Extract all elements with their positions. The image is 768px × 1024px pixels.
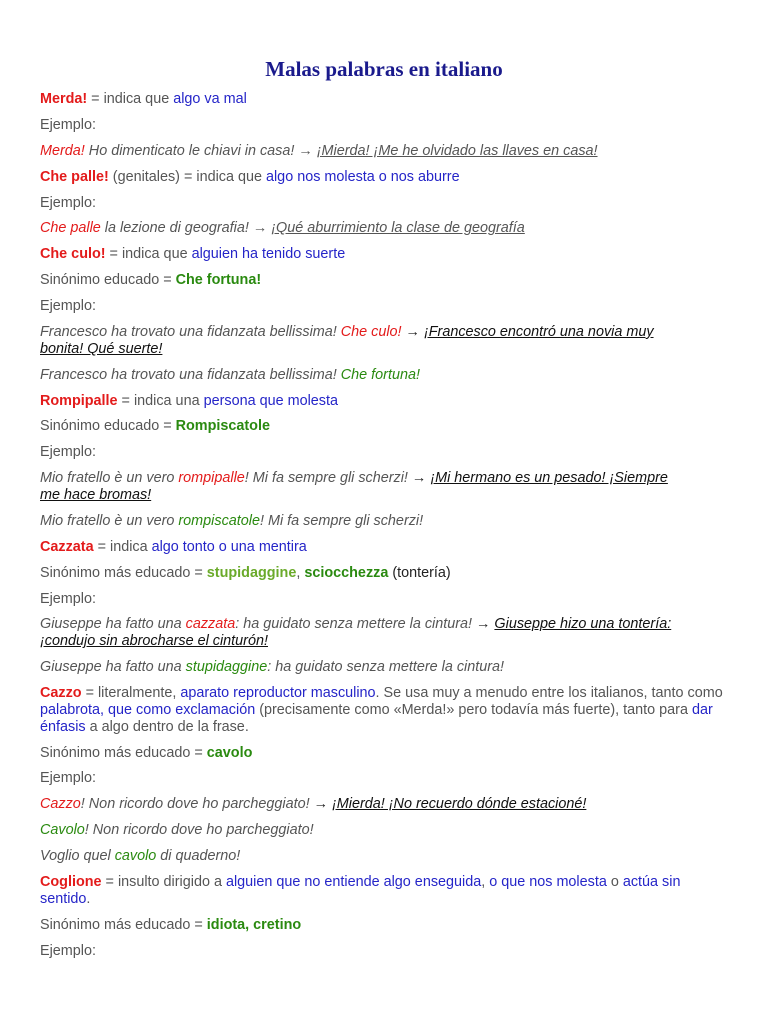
example-text: Giuseppe ha fatto una <box>40 616 186 632</box>
translation-cont: me hace bromas! <box>40 487 152 503</box>
arrow-icon: → <box>294 143 317 159</box>
example-label: Ejemplo: <box>40 117 96 133</box>
example-term: rompipalle <box>178 470 245 486</box>
example-text: Mio fratello è un vero <box>40 470 179 486</box>
synonym-label: Sinónimo más educado = <box>40 917 207 933</box>
term-che-palle: Che palle! <box>40 169 109 185</box>
term-che-culo: Che culo! <box>40 246 106 262</box>
example-term: rompiscatole <box>178 513 260 529</box>
example-text: la lezione di geografia! <box>100 220 249 236</box>
definition-equals: = indica una <box>117 393 204 409</box>
example-che-palle <box>40 220 728 237</box>
example-term: Merda! <box>40 143 85 159</box>
example-rompipalle <box>40 470 728 487</box>
synonym-label: Sinónimo educado = <box>40 272 176 288</box>
example-label: Ejemplo: <box>40 943 96 959</box>
example-term: Che culo! <box>340 324 402 340</box>
meaning-cazzo-palabrota: palabrota <box>40 702 101 718</box>
example-text: Mio fratello è un vero <box>40 513 179 529</box>
example-term: Che fortuna! <box>340 367 420 383</box>
term-rompipalle: Rompipalle <box>40 393 118 409</box>
translation: Giuseppe hizo una tontería: <box>494 616 672 632</box>
synonym-term: cavolo <box>206 745 253 761</box>
meaning-cazzata: algo tonto o una mentira <box>151 539 307 555</box>
definition-equals: (genitales) = indica que <box>108 169 266 185</box>
meaning-cazzo: aparato reproductor masculino <box>180 685 376 701</box>
example-che-culo <box>40 324 728 341</box>
entry-coglione-definition <box>40 874 728 908</box>
synonym-term: idiota, cretino <box>206 917 302 933</box>
meaning-merda: algo va mal <box>173 91 247 107</box>
synonym-term: Rompiscatole <box>175 418 270 434</box>
translation-cont: bonita! Qué suerte! <box>40 341 163 357</box>
example-text: Giuseppe ha fatto una <box>40 659 186 675</box>
meaning-che-culo: alguien ha tenido suerte <box>191 246 346 262</box>
translation: ¡Francesco encontró una novia muy <box>423 324 654 340</box>
example-che-culo-polite <box>40 367 728 384</box>
translation: ¡Mi hermano es un pesado! ¡Siempre <box>430 470 668 486</box>
synonym-cazzata <box>40 565 728 582</box>
synonym-comma: , <box>296 565 305 581</box>
meaning-coglione-sentido: actúa sin sentido <box>40 874 681 907</box>
meaning-rompipalle: persona que molesta <box>203 393 338 409</box>
entry-cazzo-definition <box>40 685 728 736</box>
example-text: ! Mi fa sempre gli scherzi! <box>259 513 424 529</box>
term-merda: Merda! <box>40 91 88 107</box>
page-title: Malas palabras en italiano <box>265 57 503 81</box>
synonym-label: Sinónimo más educado = <box>40 745 207 761</box>
example-label: Ejemplo: <box>40 591 96 607</box>
definition-text: o <box>606 874 623 890</box>
example-text: Ho dimenticato le chiavi in casa! <box>84 143 295 159</box>
example-text: : ha guidato senza mettere la cintura! <box>267 659 505 675</box>
example-text: di quaderno! <box>156 848 241 864</box>
example-label: Ejemplo: <box>40 298 96 314</box>
term-coglione: Coglione <box>40 874 102 890</box>
example-che-culo-cont <box>40 341 728 358</box>
example-text: Voglio quel <box>40 848 115 864</box>
arrow-icon: → <box>407 470 431 486</box>
definition-equals: = indica <box>93 539 152 555</box>
example-cavolo <box>40 848 728 865</box>
term-cazzo: Cazzo <box>40 685 82 701</box>
synonym-term-2: sciocchezza <box>304 565 389 581</box>
example-term: Cazzo <box>40 796 81 812</box>
example-cazzo <box>40 796 728 813</box>
definition-comma: , <box>481 874 490 890</box>
synonym-cazzo <box>40 745 728 762</box>
meaning-cazzo-exclamacion: que como exclamación <box>108 702 256 718</box>
definition-comma: , <box>100 702 109 718</box>
example-label: Ejemplo: <box>40 195 96 211</box>
arrow-icon: → <box>309 796 332 812</box>
meaning-che-palle: algo nos molesta o nos aburre <box>265 169 460 185</box>
definition-text: = insulto dirigido a <box>101 874 226 890</box>
synonym-term-1: stupidaggine <box>206 565 297 581</box>
example-cazzata <box>40 616 728 633</box>
example-label: Ejemplo: <box>40 770 96 786</box>
synonym-label: Sinónimo más educado = <box>40 565 207 581</box>
example-term: stupidaggine <box>185 659 268 675</box>
example-term: cavolo <box>114 848 157 864</box>
entry-rompipalle-definition <box>40 393 728 410</box>
definition-text: a algo dentro de la frase. <box>85 719 249 735</box>
example-rompipalle-polite <box>40 513 728 530</box>
meaning-cazzo-enfasis: dar énfasis <box>40 702 713 735</box>
arrow-icon: → <box>401 324 424 340</box>
example-term: Cavolo <box>40 822 85 838</box>
term-cazzata: Cazzata <box>40 539 94 555</box>
synonym-term: Che fortuna! <box>175 272 262 288</box>
example-rompipalle-cont <box>40 487 728 504</box>
entry-che-palle-definition <box>40 169 728 186</box>
definition-equals: = indica que <box>105 246 192 262</box>
example-text: ! Mi fa sempre gli scherzi! <box>244 470 408 486</box>
synonym-translation: (tontería) <box>388 565 451 581</box>
example-cazzata-cont <box>40 633 728 650</box>
entry-cazzata-definition <box>40 539 728 556</box>
meaning-coglione: alguien que no entiende algo enseguida <box>225 874 482 890</box>
arrow-icon: → <box>472 616 495 632</box>
definition-text: . Se usa muy a menudo entre los italianos, tanto como <box>375 685 723 701</box>
translation-cont: ¡condujo sin abrocharse el cinturón! <box>40 633 268 649</box>
example-term: Che palle <box>40 220 101 236</box>
definition-equals: = indica que <box>87 91 174 107</box>
example-label: Ejemplo: <box>40 444 96 460</box>
synonym-coglione <box>40 917 728 934</box>
synonym-che-culo <box>40 272 728 289</box>
definition-text: = literalmente, <box>81 685 181 701</box>
definition-text: . <box>86 891 91 907</box>
arrow-icon: → <box>248 220 272 236</box>
entry-che-culo-definition <box>40 246 728 263</box>
translation: ¡Mierda! ¡Me he olvidado las llaves en casa! <box>316 143 598 159</box>
example-text: : ha guidato senza mettere la cintura! <box>235 616 473 632</box>
meaning-coglione-molesta: o que nos molesta <box>489 874 607 890</box>
example-term: cazzata <box>185 616 236 632</box>
example-cazzo-polite <box>40 822 728 839</box>
entry-merda-definition <box>40 91 728 108</box>
example-text: Francesco ha trovato una fidanzata bellissima! <box>40 324 341 340</box>
synonym-rompipalle <box>40 418 728 435</box>
example-merda <box>40 143 728 160</box>
translation: ¡Qué aburrimiento la clase de geografía <box>271 220 525 236</box>
example-cazzata-polite <box>40 659 728 676</box>
example-text: Francesco ha trovato una fidanzata bellissima! <box>40 367 341 383</box>
example-text: ! Non ricordo dove ho parcheggiato! <box>84 822 314 838</box>
translation: ¡Mierda! ¡No recuerdo dónde estacioné! <box>331 796 587 812</box>
definition-text: (precisamente como «Merda!» pero todavía más fuerte), tanto para <box>255 702 692 718</box>
example-text: ! Non ricordo dove ho parcheggiato! <box>80 796 310 812</box>
synonym-label: Sinónimo educado = <box>40 418 176 434</box>
